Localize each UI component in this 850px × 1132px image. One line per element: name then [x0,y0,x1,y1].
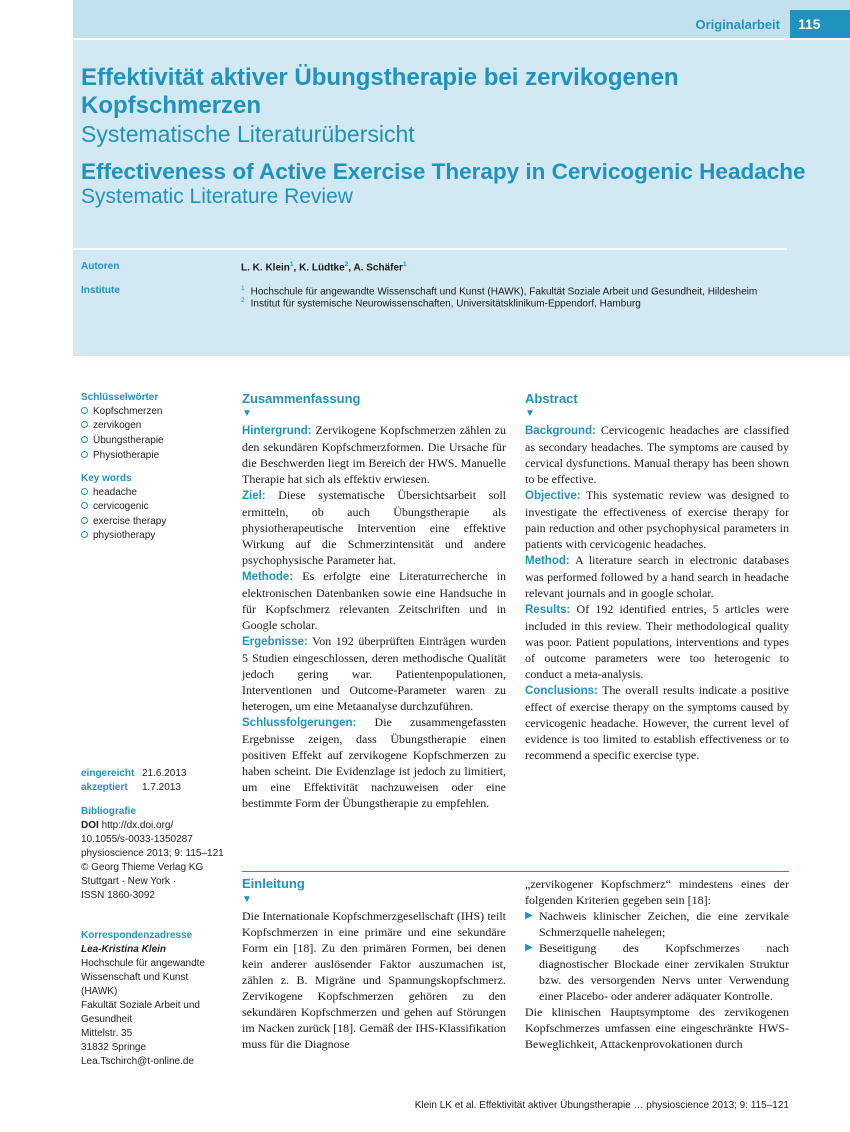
label-methode: Methode: [242,571,294,583]
author-sep: , [293,262,300,274]
label-schluss: Schlussfolgerungen: [242,717,357,729]
author1-affil: 1 [289,261,294,268]
subtitle-de: Systematische Literaturübersicht [81,121,415,147]
keyword-de: Physiotherapie [81,450,159,461]
keywords-en-label: Key words [81,473,132,484]
institute-2 [241,297,641,309]
header-divider [73,248,787,250]
einleitung-para3: Die klinischen Hauptsymptome des zervikogenen Kopfschmerzes umfassen eine eingeschränkte HWS-Beweglichkeit, Attackenprovokationen durch [525,1005,789,1051]
issn: ISSN 1860-3092 [81,890,155,901]
abstract-body [525,422,789,763]
list-item: ▶ Beseitigung des Kopfschmerzes nach diagnostischer Blockade einer zervikalen Struktur bzw. des versorgenden Nervs unter Verwendung einer Placebo- oder anderer adäquater Kontrolle. [525,941,789,1003]
keyword-en: physiotherapy [81,530,155,541]
text-objective: This systematic review was designed to investigate the effectiveness of exercise therapy for pain reduction and other psychophysical parameters in patients with cervicogenic headaches. [525,488,789,551]
corr-email[interactable]: Lea.Tschirch@t-online.de [81,1056,194,1067]
bullet-icon [81,517,88,524]
author3-affil: 1 [402,261,407,268]
received-label: eingereicht [81,768,135,779]
label-objective: Objective: [525,490,581,502]
received-date: 21.6.2013 [142,768,187,779]
text-background: Cervicogenic headaches are classified as secondary headaches. The symptoms are caused by cervical dysfunctions. Manual therapy has been shown to be effective. [525,423,789,486]
text-conclusions: The overall results indicate a positive effect of exercise therapy on the symptoms caused by cervicogenic headache. However, the current level of evidence is too limited to establish effectiveness or to recommend a specific exercise type. [525,683,789,762]
einleitung-para2: „zervikogener Kopfschmerz“ mindestens eines der folgenden Kriterien gegeben sein [18]: [525,877,789,907]
doi-number: 10.1055/s-0033-1350287 [81,834,193,845]
einleitung-col1 [242,908,506,1052]
bullet-icon [81,436,88,443]
doi-line [81,819,224,833]
keyword-de: Übungstherapie [81,435,164,446]
correspondence-block [81,929,205,1069]
top-bar-rule [73,38,850,40]
doi-url[interactable]: http://dx.doi.org/ [101,820,174,831]
corr-line: Mittelstr. 35 [81,1028,133,1039]
institute-1 [241,285,757,297]
label-results: Results: [525,604,571,616]
bullet-icon [81,502,88,509]
title-en: Effectiveness of Active Exercise Therapy in Cervicogenic Headache [81,159,806,184]
bullet-icon [81,488,88,495]
bullet-icon [81,421,88,428]
received-row [81,767,187,781]
bullet-icon [81,407,88,414]
text-method: A literature search in electronic databases was performed followed by a hand search in headache relevant journals and in google scholar. [525,553,789,600]
arrow-icon: ▶ [525,910,533,921]
label-conclusions: Conclusions: [525,685,598,697]
text-schluss: Die zusammengefassten Ergebnisse zeigen, dass Übungstherapie einen positiven Effekt auf zervikogene Kopfschmerzen zu haben scheint. Die Evidenzlage ist jedoch zu limitiert, um eine Effektivität nachzuweisen oder eine bestimmte Form der Übungstherapie zu empfehlen. [242,715,507,810]
authors [241,261,407,273]
subtitle-en: Systematic Literature Review [81,185,353,208]
corr-line: Gesundheit [81,1014,133,1025]
bullet-icon [81,451,88,458]
section-marker-icon: ▼ [242,894,252,905]
institutes-label: Institute [81,285,120,296]
corr-line: Fakultät Soziale Arbeit und [81,1000,200,1011]
corr-line: Hochschule für angewandte [81,958,205,969]
section-label: Originalarbeit [695,17,780,32]
criteria-list [525,908,789,1004]
keyword-de: zervikogen [81,420,141,431]
author1: L. K. Klein [241,262,290,274]
label-method: Method: [525,555,570,567]
title-de-line1: Effektivität aktiver Übungstherapie bei zervikogenen [81,64,679,91]
label-ergebnisse: Ergebnisse: [242,636,308,648]
text-ergebnisse: Von 192 überprüften Einträgen wurden 5 Studien eingeschlossen, deren methodische Qualität jedoch gering war. Patientenpopulationen, Interventionen und Outcome-Parameter waren zu heterogen, um eine Metaanalyse durchzuführen. [242,634,506,713]
inst1-num: 1 [241,285,245,292]
label-background: Background: [525,425,596,437]
corr-line: (HAWK) [81,986,118,997]
author2-affil: 2 [344,261,349,268]
zusammenfassung-body [242,422,506,811]
author2: K. Lüdtke [299,262,345,274]
einleitung-heading: Einleitung [242,876,305,891]
bibliography-label: Bibliografie [81,806,137,817]
section-rule [242,871,789,872]
corr-line: Wissenschaft und Kunst [81,972,189,983]
footer-citation: Klein LK et al. Effektivität aktiver Übungstherapie … physioscience 2013; 9: 115–121 [414,1100,789,1111]
page-number: 115 [790,10,850,38]
author3: A. Schäfer [353,262,403,274]
zusammenfassung-heading: Zusammenfassung [242,391,361,406]
correspondence-label: Korrespondenzadresse [81,930,193,941]
title-de-line2: Kopfschmerzen [81,92,262,119]
correspondence-name: Lea-Kristina Klein [81,944,167,955]
abstract-heading: Abstract [525,391,578,406]
keyword-en: headache [81,487,137,498]
keyword-en: cervicogenic [81,501,149,512]
accepted-row [81,781,181,795]
bibliography-block [81,805,224,903]
inst2-text: Institut für systemische Neurowissenschaften, Universitätsklinikum-Eppendorf, Hamburg [250,298,641,310]
keywords-de-label: Schlüsselwörter [81,392,159,403]
bullet-icon [81,531,88,538]
text-results: Of 192 identified entries, 5 articles were included in this review. Their methodological quality was poor. Patient populations, interventions and types of outcome parameters were too heterogenic to conduct a meta-analysis. [525,602,790,681]
text-hintergrund: Zervikogene Kopfschmerzen zählen zu den sekundären Kopfschmerzformen. Die Ursache für die Beschwerden liegt im Bereich der HWS. Manuelle Therapie hat sich als effektiv erwiesen. [242,423,506,486]
einleitung-para1: Die Internationale Kopfschmerzgesellschaft (IHS) teilt Kopfschmerzen in eine primäre und eine sekundäre Form ein [18]. Zu den primären Formen, bei denen kein anderer auslösender Faktor auszumachen ist, zählen z. B. Migräne und Spannungskopfschmerz. Zervikogene Kopfschmerzen gehören zu den sekundären Kopfschmerzen und gehen auf Störungen im Nacken zurück [18]. Gemäß der IHS-Klassifikation muss für die Diagnose [242,909,506,1051]
einleitung-col2 [525,876,789,1052]
text-methode: Es erfolgte eine Literaturrecherche in elektronischen Datenbanken sowie eine Handsuche in für Kopfschmerz relevanten Zeitschriften und in Google scholar. [242,569,507,632]
corr-line: 31832 Springe [81,1042,147,1053]
journal-ref: physioscience 2013; 9: 115–121 [81,848,224,859]
authors-label: Autoren [81,261,120,272]
keyword-en: exercise therapy [81,516,166,527]
arrow-icon: ▶ [525,942,533,953]
section-marker-icon: ▼ [242,408,252,419]
section-marker-icon: ▼ [525,408,535,419]
author-sep: , [348,262,354,274]
publisher: © Georg Thieme Verlag KG [81,862,204,873]
text-ziel: Diese systematische Übersichtsarbeit soll ermitteln, ob auch Übungstherapie als physiotherapeutische Intervention eine effektive Wirkung auf die Schmerzintensität und andere psychophysische Parameter hat. [242,488,507,567]
accepted-date: 1.7.2013 [142,782,181,793]
inst2-num: 2 [241,297,245,304]
doi-label: DOI [81,820,99,831]
label-hintergrund: Hintergrund: [242,425,312,437]
keyword-de: Kopfschmerzen [81,406,162,417]
publisher-city: Stuttgart · New York · [81,876,177,887]
inst1-text: Hochschule für angewandte Wissenschaft und Kunst (HAWK), Fakultät Soziale Arbeit und Gesundheit, Hildesheim [250,286,758,298]
accepted-label: akzeptiert [81,782,128,793]
list-item: ▶ Nachweis klinischer Zeichen, die eine zervikale Schmerzquelle nahelegen; [525,909,789,939]
label-ziel: Ziel: [242,490,266,502]
